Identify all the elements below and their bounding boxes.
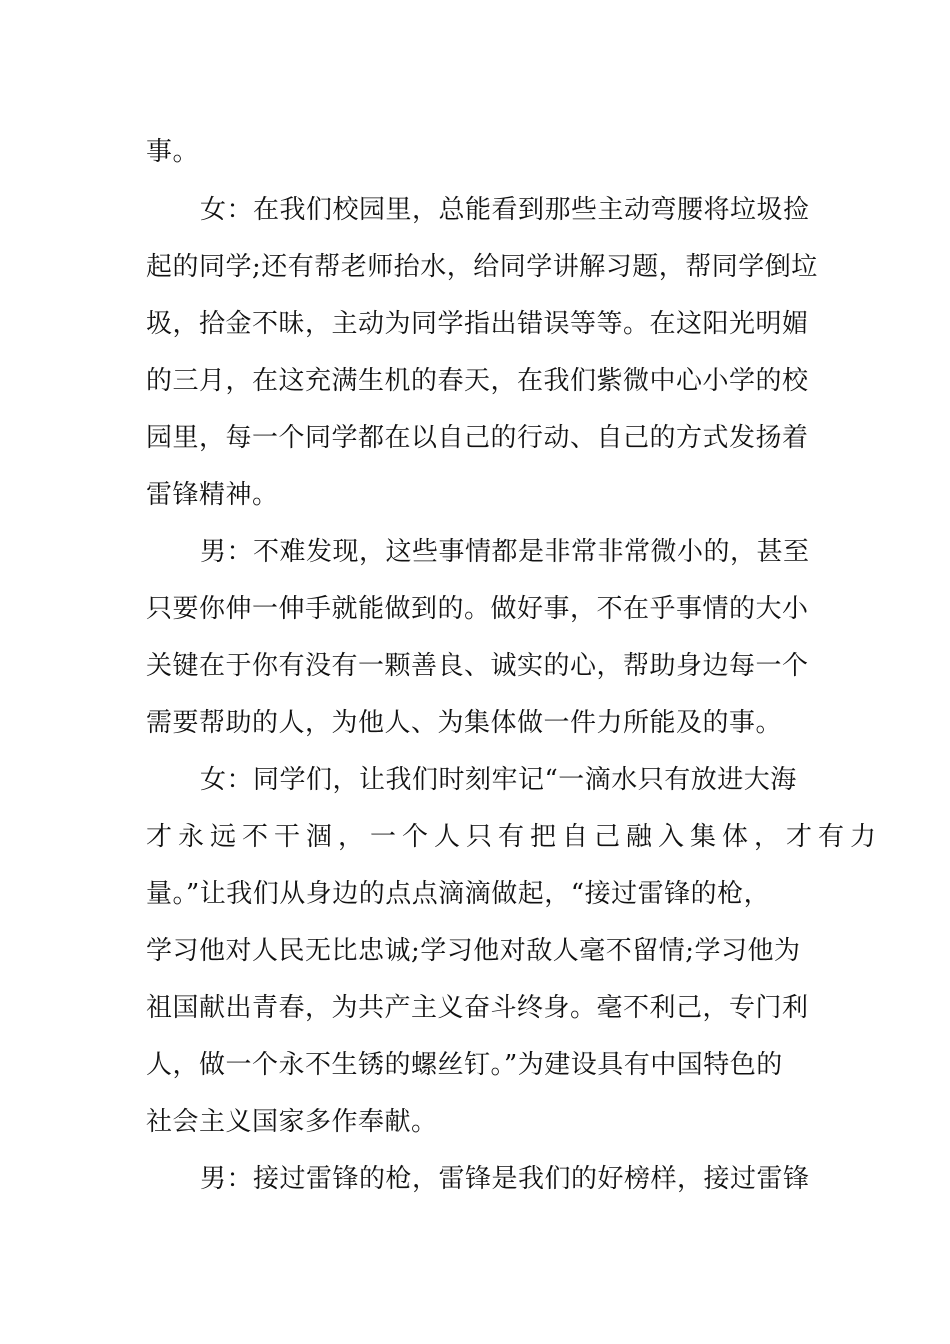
text-line: 人，做一个永不生锈的螺丝钉。”为建设具有中国特色的 — [146, 1050, 783, 1080]
text-line: 的三月，在这充满生机的春天，在我们紫微中心小学的校 — [146, 366, 809, 396]
text-line: 女：在我们校园里，总能看到那些主动弯腰将垃圾捡 — [200, 195, 810, 225]
text-line: 圾，拾金不昧，主动为同学指出错误等等。在这阳光明媚 — [146, 309, 809, 339]
text-line: 男：接过雷锋的枪，雷锋是我们的好榜样，接过雷锋 — [200, 1164, 810, 1194]
text-line: 祖国献出青春，为共产主义奋斗终身。毫不利己，专门利 — [146, 993, 809, 1023]
text-line: 只要你伸一伸手就能做到的。做好事，不在乎事情的大小 — [146, 594, 809, 624]
text-line: 才永远不干涸，一个人只有把自己融入集体，才有力 — [146, 822, 883, 852]
text-line: 起的同学;还有帮老师抬水，给同学讲解习题，帮同学倒垃 — [146, 252, 818, 282]
text-line: 学习他对人民无比忠诚;学习他对敌人毫不留情;学习他为 — [146, 936, 801, 966]
text-line: 雷锋精神。 — [146, 480, 279, 510]
text-line: 关键在于你有没有一颗善良、诚实的心，帮助身边每一个 — [146, 651, 809, 681]
text-line: 女：同学们，让我们时刻牢记“一滴水只有放进大海 — [200, 765, 797, 795]
text-line: 事。 — [146, 137, 200, 167]
text-line: 量。”让我们从身边的点点滴滴做起，“接过雷锋的枪， — [146, 879, 771, 909]
text-line: 男：不难发现，这些事情都是非常非常微小的，甚至 — [200, 537, 810, 567]
text-line: 需要帮助的人，为他人、为集体做一件力所能及的事。 — [146, 708, 783, 738]
text-line: 园里，每一个同学都在以自己的行动、自己的方式发扬着 — [146, 423, 809, 453]
text-line: 社会主义国家多作奉献。 — [146, 1107, 438, 1137]
